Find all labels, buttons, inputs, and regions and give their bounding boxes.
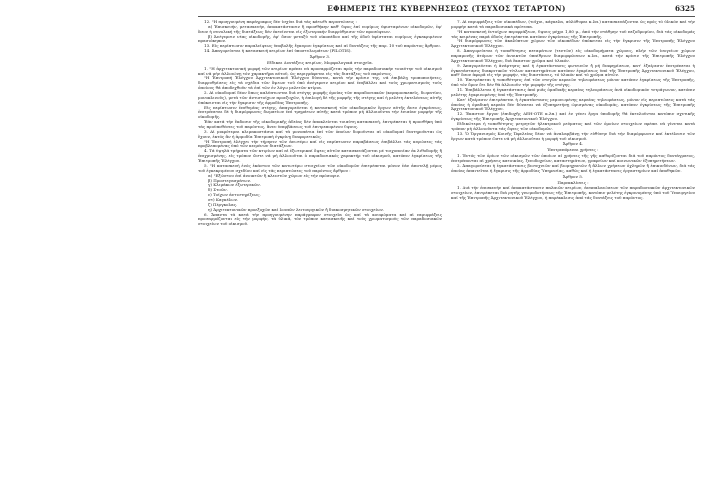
paragraph: Κατ' ἐξαίρεσιν ἐπιτρέπεται ἡ ἐγκατάστασις μεμονωμένης κεραίας τηλεοράσεως, μόνον εἰς περιπτώσεις κατά τάς ὁποίας ἡ ὁμαδική κεραία δέν δύναται νά ἐξυπηρετήσῃ ὡρισμένας οἰκοδομάς, κατόπιν ἐγκρίσεως τῆς Ἐπιτροπῆς Ἀρχιτεκτονικοῦ Ἐλέγχου. — [451, 96, 695, 112]
paragraph: ε) Τοίχων ἀντιστηρίξεως. — [208, 192, 261, 198]
paragraph: α) "Εξώστου ἐπί ἀνοικτῶν ἤ κλειστῶν χώρων εἰς τήν πρόσοψιν. — [208, 172, 341, 178]
paragraph: "Η Ἐπιτροπή ἐλέγχει τήν τήρησιν τῶν ἀνωτέρω καί εἰς περίπτωσιν παραβάσεως ἐπιβάλλει τάς κυρώσεις τάς προβλεπομένας ὑπό τῶν κειμένων διατάξεων. — [198, 138, 442, 149]
paragraph: 12. "Η προηγουμένη παράγραφος δέν ἰσχύει διά τάς κάτωθι περιπτώσεις : — [204, 20, 357, 24]
paragraph: 4. Τά ὑψηλά τμήματα τῶν κτιρίων καί αἱ ἐξωτερικαί ὄψεις αὐτῶν κατασκευάζονται μέ τοιχοποιίαν ἐκ λιθοδομῆς ἤ ἐπιχρισμένης, εἰς τρόπον ὥστε νά μή ἀλλοιοῦται ὁ παραδοσιακός χαρακτήρ τοῦ οἰκισμοῦ, κατόπιν ἐγκρίσεως τῆς Ἐπιτροπῆς Ἐλέγχου. — [198, 148, 442, 164]
page-number: 6325 — [674, 4, 695, 13]
paragraph: 5. "Η κατασκευή ἐνός ἑκάστου τῶν κατωτέρω στοιχείων τῶν οἰκοδομῶν ἐπιτρέπεται μόνον ἐάν ἀποτελῇ μέρος τοῦ ἐγκεκριμένου σχεδίου καί εἰς τάς περιπτώσεις τοῦ παρόντος ἄρθρου : — [198, 162, 442, 173]
paragraph: 11. Ἐπιβάλλεται ἡ ἐγκατάστασις ἀπό μιᾶς ὁμαδικῆς κεραίας τηλεοράσεως ἀνά οἰκοδομικόν τετράγωνον, κατόπιν μελέτης ἐγκρινομένης ὑπό τῆς Ἐπιτροπῆς. — [451, 87, 695, 97]
article-heading: Ἄρθρον 5. — [562, 173, 584, 179]
article-subheading: Ἐπιτρεπόμεναι χρήσεις : — [547, 147, 599, 153]
paragraph: Εἰδικώτερα ἡ τοποθέτησις μετρητῶν ἠλεκτρικοῦ ρεύματος καί τῶν ὁμοίων στοιχείων πρέπει νά γίνεται κατά τρόπον μή ἀλλοιοῦντα τάς ὄψεις τῶν οἰκοδομῶν. — [451, 121, 695, 131]
article-heading: Ἄρθρον 3. — [309, 54, 331, 60]
paragraph: 14. Ἀπαγορεύεται ἡ κατασκευή κτιρίων ἐπί ὑποστυλωμάτων (PILOTIS). — [204, 48, 352, 54]
paragraph: β) Ἀνέγερσιν νέας οἰκοδομῆς, ἐφ' ὅσον μεταξύ τοῦ οἰκοπέδου καί τῆς ὁδοῦ ὑφίσταται νομίμως ἐγκεκριμένον πρασιόκηπον. — [198, 33, 442, 44]
paragraph: 9. Ἀπαγορεύεται ἡ ἀνάρτησις καί ἡ ἐγκατάστασις φωτεινῶν ἤ μή διαφημίσεων, κατ' ἐξαίρεσιν ἐπιτρέπεται ἡ ἐγκατάστασις διακριτικῶν τίτλων καταστημάτων κατόπιν ἐγκρίσεως ὑπό τῆς Ἐπιτροπῆς Ἀρχιτεκτονικοῦ Ἐλέγχου, καθ' ὅσον ἀφορᾶ εἰς τήν μορφήν, τάς διαστάσεις, τό ὑλικόν καί τό χρῶμα αὐτῶν. — [451, 62, 695, 78]
paragraph: η) Ἀρχιτεκτονικῶν προεξοχῶν καί λοιπῶν λειτουργικῶν ἤ διακοσμητικῶν στοιχείων. — [208, 206, 385, 212]
paragraph: α) Ἐπισκευήν, μετασκευήν, ἀποκατάστασιν ἤ προσθήκην καθ' ὕψος ἐπί νομίμως ὑφισταμένων οἰκοδομῶν, ἐφ' ὅσον ἡ συνολική τῆς διατάξεως δέν ἐκτείνεται εἰς ἐξωτερικήν διαρρύθμισιν τῶν προσόψεων. — [198, 23, 442, 34]
right-column — [451, 20, 695, 500]
article-subheading: Παρεκκλίσεις : — [557, 179, 589, 185]
paragraph: 7. Αἱ περιφράξεις τῶν οἰκοπέδων, (τοῖχοι, κάγκελα, αὐλόθυραι κ.λπ.) κατασκευάζονται ὡς πρός τό ὑλικόν καί τήν μορφήν κατά τά παραδοσιακά πρότυπα. — [451, 20, 695, 29]
paragraph: 1. "Η ἀρχιτεκτονική μορφή τῶν κτιρίων πρέπει νά προσαρμόζεται πρός τήν παραδοσιακήν τοιαύτην τοῦ οἰκισμοῦ καί νά μήν ἀλλοιώνῃ τόν χαρακτῆρα αὐτοῦ, ὡς περιγράφεται εἰς τάς διατάξεις τοῦ παρόντος. — [198, 65, 442, 76]
paragraph: 13. Εἰς περίπτωσιν παραλείψεως ὑποβολῆς ἔγκυρου ἐγκρίσεως καί αἱ διατάξεις τῆς παρ. 10 τοῦ παρόντος ἄρθρου. — [204, 43, 441, 49]
text-columns — [198, 20, 695, 500]
paragraph: ζ) Πέργκολας. — [208, 201, 238, 207]
paragraph: 10. Ἐπιτρέπεται ἡ τοποθέτησις ἐπί τῶν στεγῶν κεραιῶν τηλεοράσεως μόνον κατόπιν ἐγκρίσεως τῆς Ἐπιτροπῆς, ὑπό τόν ὅρον ὅτι δέν θά ἀλλοιοῦν τήν μορφήν τῆς στέγης. — [451, 77, 695, 88]
paragraph: γ) Κλιμάκων ἐξωτερικῶν. — [208, 182, 261, 188]
paragraph: 2. Ἀπαγορεύεται ἡ ἐγκατάστασις βιοτεχνιῶν καί βιομηχανιῶν ἤ ἄλλων χρήσεων ὀχληρῶν ἤ ἐπικινδύνων, διά τάς ὁποίας ἀπαιτεῖται ἡ ἔγκρισις τῆς ἁρμοδίας Ὑπηρεσίας, καθώς καί ἡ ἐγκατάστασις ἐργαστηρίων καί ἀποθηκῶν. — [451, 162, 695, 173]
paragraph: 2. Αἱ οἰκοδομαί δέον ὅπως καλύπτωνται διά στέγης μορφῆς ὁμοίας τῶν παραδοσιακῶν (κεραμοσκεπεῖς, δωματίου, μονοκλινοῦς), μετά τῶν ἀντιστοίχων προεξοχῶν, ἡ ἐπιλογή δέ τῆς μορφῆς τῆς στέγης καί ἡ μελέτη ἐκτελέσεως αὐτῆς ὑπόκεινται εἰς τήν ἔγκρισιν τῆς ἁρμοδίας Ἐπιτροπῆς. — [198, 90, 442, 105]
paragraph: Εἰς περίπτωσιν ἐπιθυμίας στέγης, ἀπαγορεύεται ἡ κατασκευή τῶν οἰκοδομικῶν ἔργων αὐτῆς ἄνευ ἐγκρίσεως, ἐπιτρέπεται δέ ἡ διαμόρφωσις δωματίων ἐπί τμημάτων αὐτῆς κατά τρόπον μή ἀλλοιοῦντα τήν ἑνιαίαν μορφήν τῆς οἰκοδομῆς. — [198, 104, 442, 120]
left-column — [198, 20, 442, 500]
article-subheading: Εἴδικαι Διατάξεις κτιρίων, Μορφολογικά στοιχεῖα. — [267, 59, 373, 65]
gazette-title: ΕΦΗΜΕΡΙΣ ΤΗΣ ΚΥΒΕΡΝΗΣΕΩΣ (ΤΕΥΧΟΣ ΤΕΤΑΡΤΟΝ) — [327, 4, 566, 13]
paragraph: Ἐάν κατά τήν ἔκδοσιν τῆς οἰκοδομικῆς ἀδείας δέν ἀποκλείεται τοιαύτη κατασκευή, ἐπιτρέπεται ἡ προσθήκη ὑπό τάς προϋποθέσεις τοῦ παρόντος, ἄνευ ὑπερβάσεως τοῦ ἐπιτρεπομένου ὕψους. — [198, 119, 442, 130]
paragraph: 13. Ὁ Ὀργανισμός Κοινῆς Ὠφελείας δέον νά ἀναλαμβάνῃ τήν εὐθύνην διά τήν διαμόρφωσιν καί ἐκτέλεσιν τῶν ἔργων κατά τρόπον ὥστε νά μή ἀλλοιοῦται ἡ μορφή τοῦ οἰκισμοῦ. — [451, 130, 695, 141]
paragraph: στ) Καγκέλων. — [208, 196, 239, 202]
page-header — [198, 4, 695, 17]
paragraph: "Η διαμόρφωσις τῶν ἀκαλύπτων χώρων τῶν οἰκοπέδων ὑπόκειται εἰς τήν ἔγκρισιν τῆς Ἐπιτροπῆς Ἐλέγχου Ἀρχιτεκτονικοῦ Ἐλέγχου. — [451, 38, 695, 49]
paragraph: "Η κατασκευή ἐντοίχων περιφράξεων, ὕψους μέχρι 1,80 μ., ἀπό τήν στάθμην τοῦ πεζοδρομίου, διά τάς οἰκοδομάς τάς κειμένας παρά ὁδούς ἐπιτρέπεται κατόπιν ἐγκρίσεως τῆς Ἐπιτροπῆς. — [451, 28, 695, 39]
paragraph: 3. Αἱ μικρότεραι κλιμακοστάσια καί τά μονοπάτια ἐπί τῶν ὁποίων δομοῦνται αἱ οἰκοδομαί διατηροῦνται ὡς ἔχουν, ἐκτός ἄν ἡ ἁρμοδία Ἐπιτροπή ἐγκρίνῃ διαφορετικῶς. — [198, 128, 442, 139]
paragraph: 6. Ἅπαντα τά κατά τήν προηγουμένην παράγραφον στοιχεῖα ὡς καί τά κουφώματα καί αἱ περιφράξεις προσαρμόζονται εἰς τήν μορφήν, τά ὑλικά, τόν τρόπον κατασκευῆς καί τούς χρωματισμούς τῶν παραδοσιακῶν στοιχείων τοῦ οἰκισμοῦ. — [198, 211, 442, 227]
paragraph: 1. Ἐντός τῶν ὁρίων τῶν οἰκισμῶν τῶν ὁποίων αἱ χρήσεις τῆς γῆς καθορίζονται διά τοῦ παρόντος διατάγματος, ἐπιτρέπονται αἱ χρήσεις κατοικίας, ξενοδοχείων, καταστημάτων, γραφείων καί κοινωνικῶν ἐξυπηρετήσεων. — [451, 153, 695, 164]
paragraph: β) Προστεγασμάτων. — [208, 177, 252, 183]
paragraph: "Η Ἐπιτροπή Ἐλέγχου Ἀρχιτεκτονικοῦ Ἐλέγχου δύναται, κατά τήν κρίσιν της, νά ἐπιβάλῃ τροποποιήσεις, διαρρυθμίσεις εἰς τά σχέδια τῶν ὄψεων τοῦ ὑπό ἀνέγερσιν κτιρίου καί ἐπιβάλλει καί τούς χρωματισμούς τούς ὁποίους θά ἀποδεχθοῦν τά ἐπί τῶν ἐν λόγω μελετῶν κτίρια. — [198, 75, 442, 91]
paragraph: 8. Ἀπαγορεύεται ἡ τοποθέτησις πεταμάτων (τεντῶν) εἰς οἰκοδομήματα χώρους, πλήν τῶν ἰσογείων χώρων παραμονῆς ἀτόμων τῶν ἀνοικτῶν ὑπαίθριων διαμορφώσεων κ.λπ., κατά τήν κρίσιν τῆς Ἐπιτροπῆς Ἐλέγχου Ἀρχιτεκτονικοῦ Ἐλέγχου, διά ἕκαστον χρῶμα καί ὑλικόν. — [451, 48, 695, 63]
paragraph: 1. Διά τήν ἐπισκευήν καί ἀποκατάστασιν παλαιῶν κτιρίων, ἀναπαλαιώσεων τῶν παραδοσιακῶν ἀρχιτεκτονικῶν στοιχείων, ἐπιτρέπεται διά ρητῆς γνωμοδοτήσεως τῆς Ἐπιτροπῆς, κατόπιν μελέτης ἐγκρινομένης ὑπό τοῦ Ὑπουργείου καί τῆς Ἐπιτροπῆς Ἀρχιτεκτονικοῦ Ἐλέγχου, ἡ παρέκκλισις ἀπό τάς διατάξεις τοῦ παρόντος. — [451, 185, 695, 201]
paragraph: 12. Ἐκαστον ἔργον (ἐπιδοχῆς ΔΕΗ-ΟΤΕ κ.λπ.) καί ἐν γένει ἔργα ὑποδομῆς θά ἐκτελοῦνται κατόπιν σχετικῆς ἐγκρίσεως τῆς Ἐπιτροπῆς Ἀρχιτεκτονικοῦ Ἐλέγχου. — [451, 111, 695, 122]
paragraph: δ) Στοῶν. — [208, 187, 228, 193]
article-heading: Ἄρθρον 4. — [562, 141, 584, 147]
